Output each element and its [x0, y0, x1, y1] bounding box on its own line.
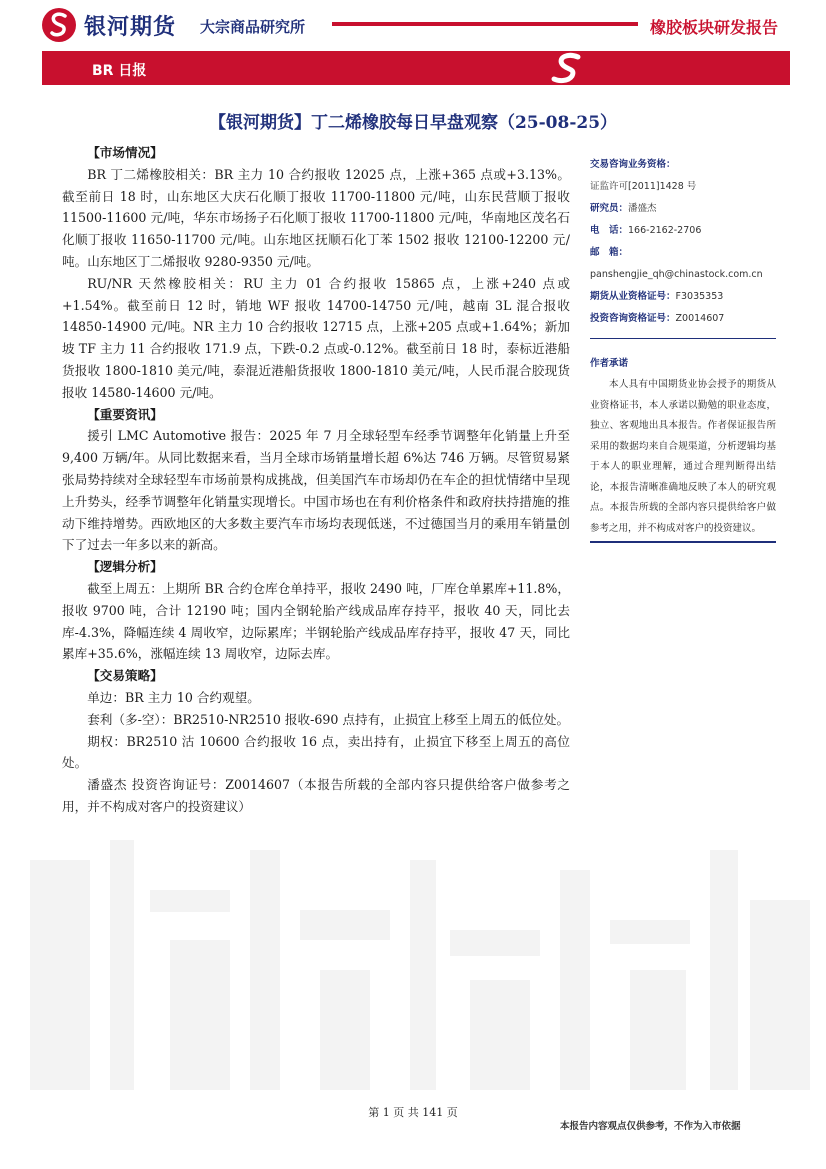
brand-name: 银河期货 — [84, 15, 177, 40]
sidebar-row: panshengjie_qh@chinastock.com.cn — [590, 269, 763, 280]
section-heading-strategy: 【交易策略】 — [87, 668, 163, 684]
section-heading-analysis: 【逻辑分析】 — [87, 559, 163, 575]
paragraph-news: 援引 LMC Automotive 报告：2025 年 7 月全球轻型车经季节调整年化销量上升至 9,400 万辆/年。从同比数据来看，当月全球市场销量增长超 6%达 746 万辆。尽管贸易紧张局势持续对全球轻型车市场前景构成挑战，但美国汽车市场却仍在车企的担忧情绪中呈现上升势头，经季节调整年化销量实现增长。中国市场也在有利价格条件和政府扶持措施的推动下维持增势。西欧地区的大多数主要汽车市场均表现低迷，不过德国当月的乘用车销量创下了过去一年多以来的新高。 — [62, 428, 570, 553]
page-number: 第 1 页 共 141 页 — [368, 1106, 458, 1119]
section-heading-market: 【市场情况】 — [87, 145, 163, 160]
institute-name: 大宗商品研究所 — [200, 18, 306, 36]
watermark-graphic — [0, 830, 826, 1100]
sidebar-row: 期货从业资格证号：F3035353 — [590, 291, 724, 302]
sidebar-row: 电 话：166-2162-2706 — [590, 225, 702, 236]
report-type: 橡胶板块研发报告 — [650, 18, 779, 37]
band-title: BR 日报 — [92, 63, 147, 79]
paragraph-ru-market: RU/NR 天然橡胶相关：RU 主力 01 合约报收 15865 点，上涨+240 点或+1.54%。截至前日 12 时，销地 WF 报收 14700-14750 元/吨，越南 3L 混合报收 14850-14900 元/吨。NR 主力 10 合约报收 12715 点，上涨+205 点或+1.64%；新加坡 TF 主力 11 合约报收 171.9 点，下跌-0.2 点或-0.12%。截至前日 18 时，泰标近港船货报收 1800-1810 美元/吨，泰混近港船货报收 1800-1810 美元/吨，人民币混合胶现货报收 14580-14600 元/吨。 — [62, 275, 570, 400]
sidebar-row: 投资咨询资格证号：Z0014607 — [590, 313, 725, 324]
sidebar-row: 交易咨询业务资格： — [590, 159, 676, 170]
paragraph-br-market: BR 丁二烯橡胶相关：BR 主力 10 合约报收 12025 点，上涨+365 点或+3.13%。截至前日 18 时，山东地区大庆石化顺丁报收 11700-11800 元/吨，山东民营顺丁报收 11500-11600 元/吨，华东市场扬子石化顺丁报收 11700-11800 元/吨，华南地区茂名石化顺丁报收 11650-11700 元/吨。山东地区抚顺石化丁苯 1502 报收 12100-12200 元/吨。山东地区丁二烯报收 9280-9350 元/吨。 — [62, 166, 570, 269]
brand-logo-icon — [42, 8, 76, 42]
sidebar-divider — [590, 338, 776, 339]
paragraph-analysis: 截至上周五：上期所 BR 合约仓库仓单持平，报收 2490 吨，厂库仓单累库+11.8%，报收 9700 吨，合计 12190 吨；国内全钢轮胎产线成品库存持平，报收 40 天，同比去库-4.3%，降幅连续 4 周收窄，边际累库；半钢轮胎产线成品库存持平，报收 47 天，同比累库+35.6%，涨幅连续 13 周收窄，边际去库。 — [62, 580, 570, 662]
paragraph-author-note: 潘盛杰 投资咨询证号：Z0014607（本报告所载的全部内容只提供给客户做参考之用，并不构成对客户的投资建议） — [62, 777, 570, 814]
header-divider — [332, 22, 638, 26]
sidebar-row: 证监许可[2011]1428 号 — [590, 181, 697, 192]
paragraph-strategy-option: 期权：BR2510 沽 10600 合约报收 16 点，卖出持有，止损宜下移至上周五的高位处。 — [62, 733, 570, 771]
paragraph-strategy-single: 单边：BR 主力 10 合约观望。 — [87, 689, 260, 705]
sidebar — [590, 154, 776, 543]
sidebar-row: 研究员：潘盛杰 — [590, 203, 657, 214]
paragraph-strategy-arbitrage: 套利（多-空）：BR2510-NR2510 报收-690 点持有，止损宜上移至上周五的低位处。 — [87, 711, 570, 727]
pledge-text: 本人具有中国期货业协会授予的期货从业资格证书，本人承诺以勤勉的职业态度，独立、客观地出具本报告。作者保证报告所采用的数据均来自合规渠道，分析逻辑均基于本人的职业理解，通过合理判断得出结论，本报告清晰准确地反映了本人的研究观点。本报告所载的全部内容只提供给客户做参考之用，并不构成对客户的投资建议。 — [590, 379, 776, 534]
footer-disclaimer: 本报告内容观点仅供参考，不作为入市依据 — [560, 1121, 741, 1132]
main-content — [62, 142, 570, 818]
sidebar-row: 邮 箱： — [590, 247, 629, 258]
section-heading-news: 【重要资讯】 — [87, 406, 163, 422]
page-title: 【银河期货】丁二烯橡胶每日早盘观察（25-08-25） — [208, 113, 618, 133]
sidebar-bottom-divider — [590, 541, 776, 543]
pledge-title: 作者承诺 — [590, 358, 629, 369]
band-swoosh-icon — [548, 51, 584, 85]
title-band — [42, 51, 790, 85]
